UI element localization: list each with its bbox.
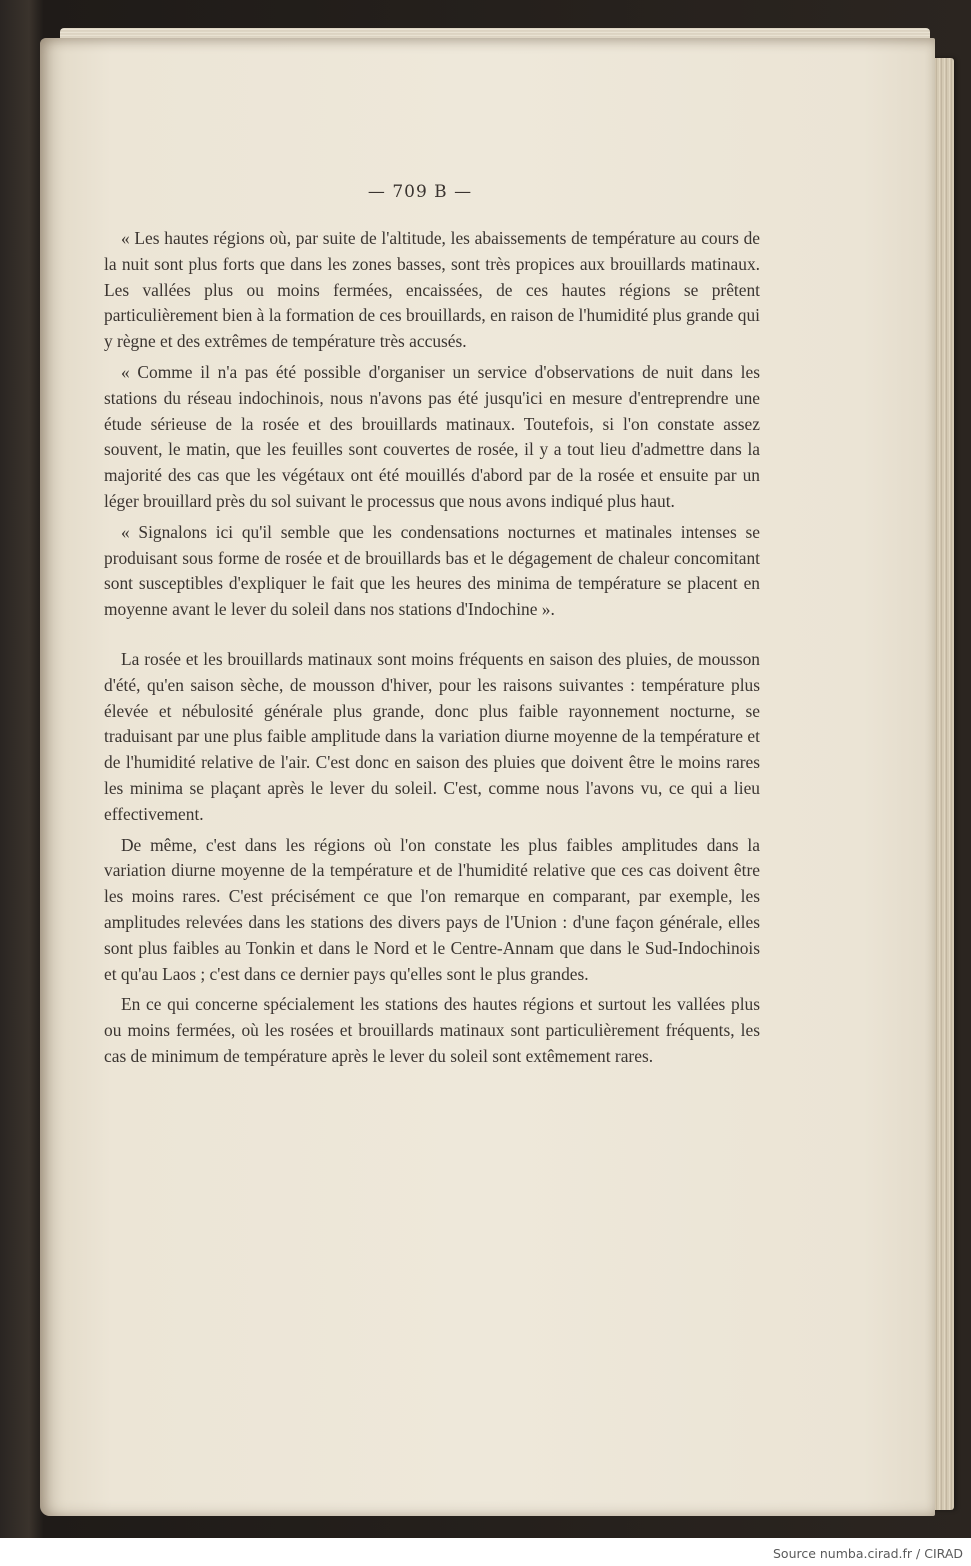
page-body-text [104,226,760,1070]
paragraph-4: La rosée et les brouillards matinaux sont moins fréquents en saison des pluies, de mousson d'été, qu'en saison sèche, de mousson d'hiver, pour les raisons suivantes : température plus élevée et nébulosité générale plus grande, donc plus faible rayonnement nocturne, se traduisant par une plus faible amplitude dans la variation diurne moyenne de la température et de l'humidité relative de l'air. C'est donc en saison des pluies que doivent être le moins rares les minima se plaçant après le lever du soleil. C'est, comme nous l'avons vu, ce qui a lieu effectivement. [104,648,760,824]
paragraph-1: « Les hautes régions où, par suite de l'altitude, les abaissements de température au cours de la nuit sont plus forts que dans les zones basses, sont très propices aux brouillards matinaux. Les vallées plus ou moins fermées, encaissées, de ces hautes régions se prêtent particulièrement bien à la formation de ces brouillards, en raison de l'humidité plus grande qui y règne et des extrêmes de température très accusés. [104,228,760,352]
page-number: — 709 B — [367,182,473,202]
paragraph-2: « Comme il n'a pas été possible d'organiser un service d'observations de nuit dans les stations du réseau indochinois, nous n'avons pas été jusqu'ici en mesure d'entreprendre une étude sérieuse de la rosée et des brouillards matinaux. Toutefois, si l'on constate assez souvent, le matin, que les feuilles sont couvertes de rosée, il y a tout lieu d'admettre dans la majorité des cas que les végétaux ont été mouillés d'abord par de la rosée et ensuite par un léger brouillard près du sol suivant le processus que nous avons indiqué plus haut. [104,361,760,511]
paragraph-5: De même, c'est dans les régions où l'on constate les plus faibles amplitudes dans la variation diurne moyenne de la température et de l'humidité relative que ces cas doivent être les moins rares. C'est précisément ce que l'on remarque en comparant, par exemple, les amplitudes relevées dans les stations des divers pays de l'Union : d'une façon générale, elles sont plus faibles au Tonkin et dans le Nord et le Centre-Annam que dans le Sud-Indochinois et qu'au Laos ; c'est dans ce dernier pays qu'elles sont le plus grandes. [104,834,760,984]
paragraph-6: En ce qui concerne spécialement les stations des hautes régions et surtout les vallées plus ou moins fermées, où les rosées et brouillards matinaux sont particulièrement fréquents, les cas de minimum de température après le lever du soleil sont extêmement rares. [104,994,760,1066]
source-credit: Source numba.cirad.fr / CIRAD [772,1546,963,1561]
paragraph-3: « Signalons ici qu'il semble que les condensations nocturnes et matinales intenses se produisant sous forme de rosée et de brouillards bas et le dégagement de chaleur concomitant sont susceptibles d'expliquer le fait que les heures des minima de température se placent en moyenne avant le lever du soleil dans nos stations d'Indochine ». [104,521,760,620]
